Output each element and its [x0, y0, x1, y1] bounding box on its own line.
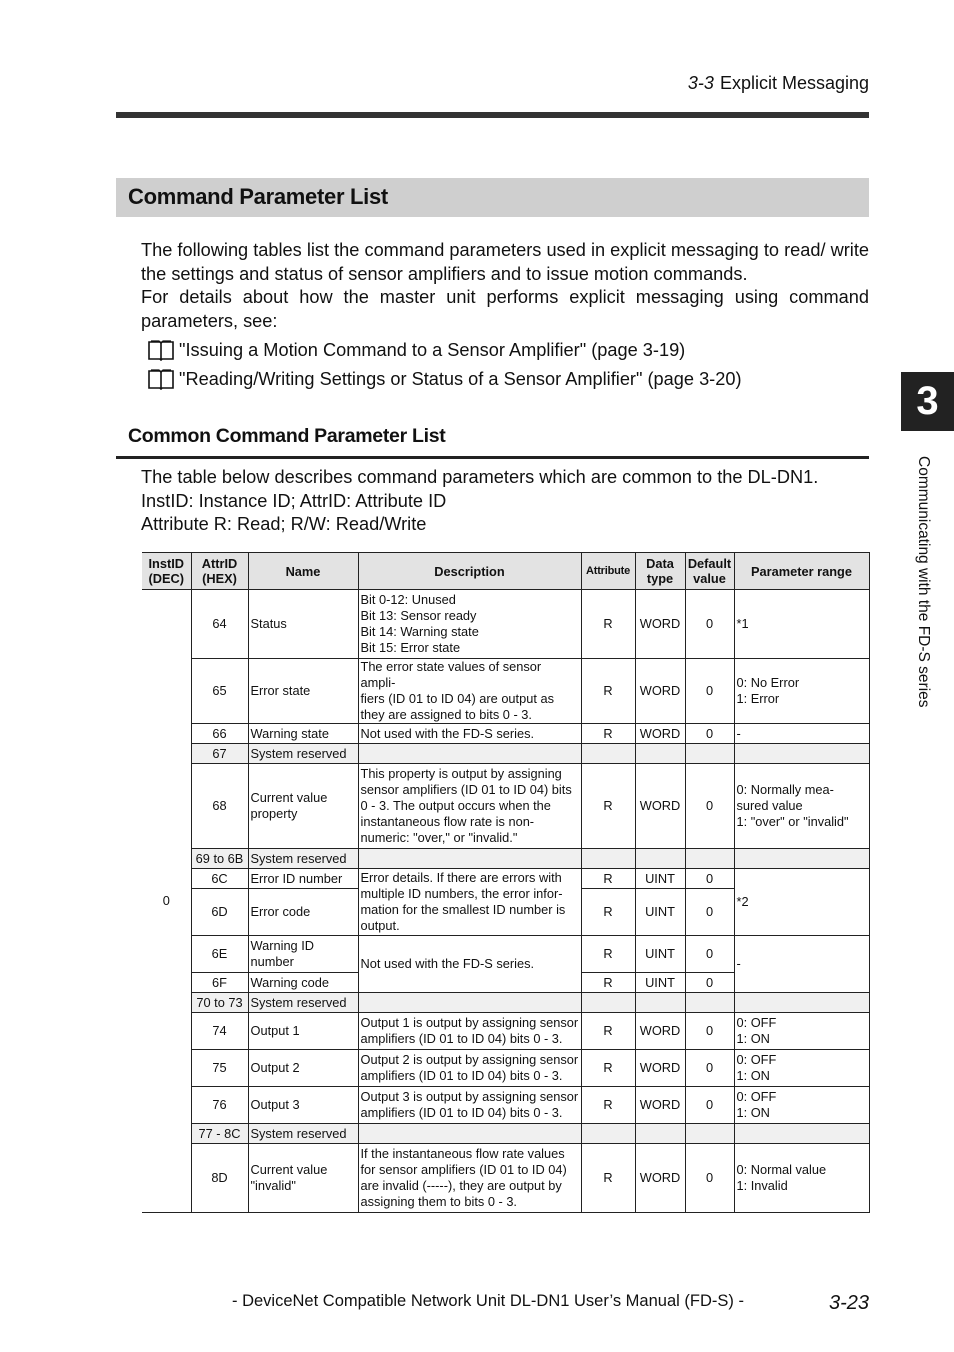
intro [141, 239, 869, 333]
default-cell: 0 [685, 1144, 734, 1213]
section-number: 3-3 [687, 73, 714, 93]
attrid-cell: 67 [191, 744, 248, 764]
name-cell: System reserved [248, 744, 358, 764]
attrid-cell: 74 [191, 1013, 248, 1050]
desc-line: are invalid (-----), they are output by [360, 1178, 562, 1193]
desc-line: Output 2 is output by assigning sensor [360, 1052, 579, 1067]
desc-line: The error state values of sensor ampli- [360, 659, 542, 690]
name-cell: Warning state [248, 724, 358, 744]
attrid-cell: 70 to 73 [191, 993, 248, 1013]
reference-1-text: "Issuing a Motion Command to a Sensor Amplifier" (page 3-19) [179, 340, 686, 360]
book-icon [147, 339, 175, 361]
col-instid-line2: (DEC) [148, 571, 185, 586]
default-cell: 0 [685, 1050, 734, 1087]
range-line: 0: OFF [736, 1089, 777, 1104]
desc-line: mation for the smallest ID number is [360, 902, 566, 917]
attribute-cell: R [581, 1013, 635, 1050]
range-line: 1: ON [736, 1068, 770, 1083]
desc-line: multiple ID numbers, the error infor- [360, 886, 563, 901]
desc-line: Bit 13: Sensor ready [360, 608, 477, 623]
range-cell [734, 1013, 869, 1050]
name-cell: Error ID number [248, 869, 358, 889]
col-default-line2: value [693, 571, 726, 586]
desc-line-2: InstID: Instance ID; AttrID: Attribute ID [141, 490, 447, 511]
range-line: sured value [736, 798, 803, 813]
col-instid-line1: InstID [148, 556, 185, 571]
col-instid [142, 553, 191, 590]
subheading-rule [116, 456, 869, 459]
range-line: 0: OFF [736, 1015, 777, 1030]
empty-cell [358, 744, 581, 764]
description-cell [358, 1050, 581, 1087]
table-row [142, 590, 869, 659]
name-cell: Output 3 [248, 1087, 358, 1124]
attribute-cell: R [581, 936, 635, 973]
desc-line: output. [360, 918, 400, 933]
desc-line: amplifiers (ID 01 to ID 04) bits 0 - 3. [360, 1031, 563, 1046]
datatype-cell: WORD [635, 724, 685, 744]
reference-2-text: "Reading/Writing Settings or Status of a Sensor Amplifier" (page 3-20) [179, 369, 742, 389]
description-cell [358, 590, 581, 659]
empty-cell [734, 744, 869, 764]
desc-line: Output 1 is output by assigning sensor [360, 1015, 579, 1030]
desc-line: 0 - 3. The output occurs when the [360, 798, 551, 813]
col-attrid-line1: AttrID [201, 556, 238, 571]
attrid-cell: 77 - 8C [191, 1124, 248, 1144]
range-line: 0: OFF [736, 1052, 777, 1067]
attribute-cell: R [581, 889, 635, 936]
table-description [141, 466, 818, 537]
empty-cell [734, 993, 869, 1013]
col-attrid-line2: (HEX) [202, 571, 237, 586]
empty-cell [581, 849, 635, 869]
col-datatype [635, 553, 685, 590]
name-cell: Status [248, 590, 358, 659]
desc-line-1: The table below describes command parameters which are common to the DL-DN1. [141, 467, 819, 487]
attrid-cell: 6F [191, 973, 248, 993]
desc-line-3: Attribute R: Read; R/W: Read/Write [141, 514, 427, 534]
description-cell [358, 1144, 581, 1213]
empty-cell [635, 1124, 685, 1144]
range-cell: - [734, 724, 869, 744]
desc-line: for sensor amplifiers (ID 01 to ID 04) [360, 1162, 567, 1177]
attribute-cell: R [581, 1087, 635, 1124]
description-cell-merged [358, 869, 581, 936]
range-line: 0: Normal value [736, 1162, 827, 1177]
name-cell: System reserved [248, 1124, 358, 1144]
title-band [116, 178, 869, 217]
table-header-row [142, 553, 869, 590]
table-row [142, 659, 869, 724]
desc-line: If the instantaneous flow rate values [360, 1146, 565, 1161]
default-cell: 0 [685, 659, 734, 724]
col-datatype-line2: type [646, 571, 674, 586]
default-cell: 0 [685, 1087, 734, 1124]
attribute-cell: R [581, 1144, 635, 1213]
table-row [142, 1013, 869, 1050]
table-row [142, 869, 869, 889]
datatype-cell: WORD [635, 590, 685, 659]
description-cell [358, 659, 581, 724]
book-icon [147, 368, 175, 390]
datatype-cell: UINT [635, 973, 685, 993]
range-cell [734, 1050, 869, 1087]
desc-line: Output 3 is output by assigning sensor [360, 1089, 579, 1104]
table-row-reserved [142, 744, 869, 764]
section-title: Explicit Messaging [719, 73, 869, 93]
table-row [142, 936, 869, 973]
empty-cell [635, 744, 685, 764]
desc-line: Error details. If there are errors with [360, 870, 562, 885]
range-cell [734, 1144, 869, 1213]
datatype-cell: WORD [635, 1144, 685, 1213]
datatype-cell: UINT [635, 869, 685, 889]
datatype-cell: WORD [635, 1087, 685, 1124]
empty-cell [734, 1124, 869, 1144]
name-cell: Error state [248, 659, 358, 724]
empty-cell [358, 993, 581, 1013]
col-default-line1: Default [687, 556, 732, 571]
attribute-cell: R [581, 724, 635, 744]
empty-cell [358, 849, 581, 869]
desc-line: sensor amplifiers (ID 01 to ID 04) bits [360, 782, 572, 797]
col-name: Name [248, 553, 358, 590]
name-cell: Warning code [248, 973, 358, 993]
range-cell-merged: - [734, 936, 869, 993]
attrid-cell: 68 [191, 764, 248, 849]
col-datatype-line1: Data [646, 556, 674, 571]
default-cell: 0 [685, 724, 734, 744]
range-line: 1: Invalid [736, 1178, 788, 1193]
attrid-cell: 65 [191, 659, 248, 724]
running-header [688, 73, 869, 94]
empty-cell [635, 849, 685, 869]
name-cell: Current value "invalid" [248, 1144, 358, 1213]
empty-cell [685, 1124, 734, 1144]
attrid-cell: 8D [191, 1144, 248, 1213]
desc-line: Bit 15: Error state [360, 640, 461, 655]
attrid-cell: 6D [191, 889, 248, 936]
default-cell: 0 [685, 889, 734, 936]
datatype-cell: WORD [635, 659, 685, 724]
attrid-cell: 6E [191, 936, 248, 973]
description-cell [358, 764, 581, 849]
desc-line: numeric: "over," or "invalid." [360, 830, 518, 845]
attrid-cell: 69 to 6B [191, 849, 248, 869]
range-cell: *1 [734, 590, 869, 659]
attrid-cell: 64 [191, 590, 248, 659]
range-line: 1: "over" or "invalid" [736, 814, 849, 829]
range-line: 0: Normally mea- [736, 782, 834, 797]
name-cell: System reserved [248, 993, 358, 1013]
instid-cell: 0 [142, 590, 191, 1213]
table-row [142, 1144, 869, 1213]
name-cell: Current value property [248, 764, 358, 849]
default-cell: 0 [685, 973, 734, 993]
col-default [685, 553, 734, 590]
table-row [142, 1050, 869, 1087]
desc-line: amplifiers (ID 01 to ID 04) bits 0 - 3. [360, 1068, 563, 1083]
attribute-cell: R [581, 659, 635, 724]
header-rule [116, 112, 869, 118]
desc-line: This property is output by assigning [360, 766, 562, 781]
col-range: Parameter range [734, 553, 869, 590]
reference-2[interactable] [147, 368, 742, 390]
chapter-label: Communicating with the FD-S series [915, 456, 932, 708]
attribute-cell: R [581, 590, 635, 659]
range-cell [734, 659, 869, 724]
description-cell: Not used with the FD-S series. [358, 724, 581, 744]
desc-line: amplifiers (ID 01 to ID 04) bits 0 - 3. [360, 1105, 563, 1120]
attrid-cell: 75 [191, 1050, 248, 1087]
empty-cell [734, 849, 869, 869]
name-cell: System reserved [248, 849, 358, 869]
empty-cell [581, 1124, 635, 1144]
intro-paragraph-1: The following tables list the command parameters used in explicit messaging to read/ write the settings and status of sensor amplifiers and to issue motion commands. [141, 240, 869, 284]
attribute-cell: R [581, 973, 635, 993]
page-title: Command Parameter List [128, 184, 388, 209]
attribute-cell: R [581, 764, 635, 849]
default-cell: 0 [685, 590, 734, 659]
empty-cell [581, 744, 635, 764]
range-line: 1: ON [736, 1031, 770, 1046]
attribute-cell: R [581, 869, 635, 889]
table-row [142, 724, 869, 744]
range-cell-merged: *2 [734, 869, 869, 936]
table-row-reserved [142, 849, 869, 869]
attrid-cell: 76 [191, 1087, 248, 1124]
footer-manual-title: - DeviceNet Compatible Network Unit DL-DN1 User’s Manual (FD-S) - [232, 1292, 744, 1310]
chapter-tab: 3 [901, 372, 954, 431]
default-cell: 0 [685, 1013, 734, 1050]
empty-cell [358, 1124, 581, 1144]
empty-cell [685, 744, 734, 764]
table-row [142, 764, 869, 849]
command-parameter-table [142, 552, 870, 1213]
empty-cell [685, 849, 734, 869]
attrid-cell: 66 [191, 724, 248, 744]
datatype-cell: WORD [635, 764, 685, 849]
datatype-cell: UINT [635, 936, 685, 973]
reference-1[interactable] [147, 339, 685, 361]
empty-cell [635, 993, 685, 1013]
desc-line: they are assigned to bits 0 - 3. [360, 707, 532, 722]
table-row-reserved [142, 993, 869, 1013]
table-row-reserved [142, 1124, 869, 1144]
attrid-cell: 6C [191, 869, 248, 889]
col-attribute: Attribute [581, 553, 635, 590]
desc-line: assigning them to bits 0 - 3. [360, 1194, 517, 1209]
default-cell: 0 [685, 936, 734, 973]
name-cell: Output 2 [248, 1050, 358, 1087]
col-description: Description [358, 553, 581, 590]
range-line: 1: ON [736, 1105, 770, 1120]
desc-line: Bit 14: Warning state [360, 624, 479, 639]
range-cell [734, 764, 869, 849]
empty-cell [581, 993, 635, 1013]
section-subheading: Common Command Parameter List [128, 425, 446, 447]
description-cell [358, 1087, 581, 1124]
desc-line: instantaneous flow rate is non- [360, 814, 535, 829]
range-line: 0: No Error [736, 675, 800, 690]
default-cell: 0 [685, 764, 734, 849]
name-cell: Output 1 [248, 1013, 358, 1050]
name-cell: Error code [248, 889, 358, 936]
datatype-cell: UINT [635, 889, 685, 936]
name-cell: Warning ID number [248, 936, 358, 973]
datatype-cell: WORD [635, 1013, 685, 1050]
empty-cell [685, 993, 734, 1013]
page-number: 3-23 [828, 1292, 869, 1314]
datatype-cell: WORD [635, 1050, 685, 1087]
description-cell [358, 1013, 581, 1050]
desc-line: Bit 0-12: Unused [360, 592, 456, 607]
default-cell: 0 [685, 869, 734, 889]
description-cell-merged: Not used with the FD-S series. [358, 936, 581, 993]
range-line: 1: Error [736, 691, 780, 706]
intro-paragraph-2: For details about how the master unit performs explicit messaging using command parameters, see: [141, 287, 869, 331]
col-attrid [191, 553, 248, 590]
range-cell [734, 1087, 869, 1124]
desc-line: fiers (ID 01 to ID 04) are output as [360, 691, 554, 706]
table-row [142, 1087, 869, 1124]
attribute-cell: R [581, 1050, 635, 1087]
